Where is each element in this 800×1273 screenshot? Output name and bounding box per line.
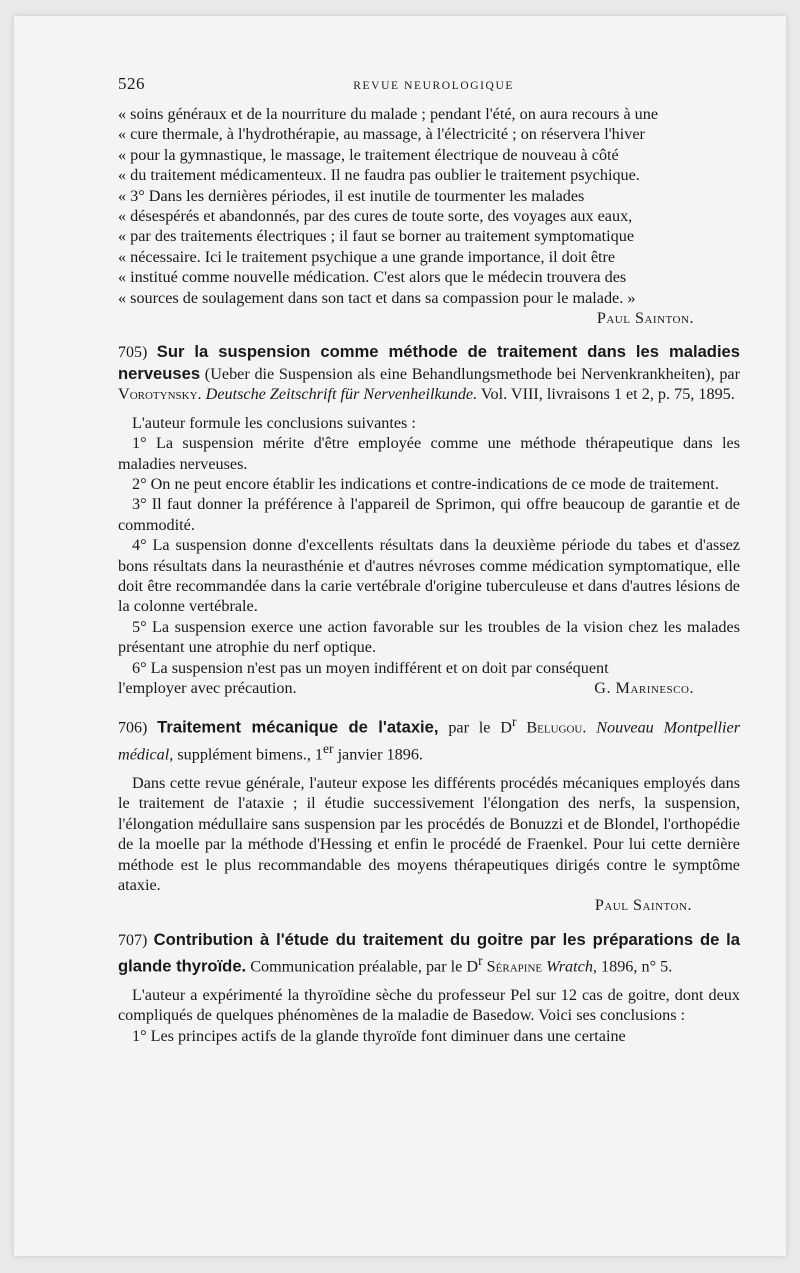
- entry-number: 707): [118, 931, 148, 949]
- paragraph: 1° La suspension mérite d'être employée comme une méthode thérapeutique dans les maladies nerveuses.: [118, 434, 740, 473]
- quote-line: « sources de soulagement dans son tact et dans sa compassion pour le malade. »: [118, 288, 636, 307]
- quotation-block: [118, 104, 740, 308]
- page-header: [118, 74, 740, 104]
- page-content: [118, 74, 740, 1046]
- paragraph: 3° Il faut donner la préférence à l'appareil de Sprimon, qui offre beaucoup de garantie et de commodité.: [118, 495, 740, 534]
- quote-line: « pour la gymnastique, le massage, le traitement électrique de nouveau à côté: [118, 145, 619, 164]
- entry-reference-tail: Vol. VIII, livraisons 1 et 2, p. 75, 1895.: [477, 385, 735, 404]
- entry-heading: [118, 342, 740, 404]
- quote-line: « nécessaire. Ici le traitement psychique a une grande importance, il doit être: [118, 247, 616, 266]
- entry-title: Contribution à l'étude du traitement du goitre par les préparations de la glande thyroïde.: [118, 929, 741, 976]
- paragraph: 6° La suspension n'est pas un moyen indifférent et on doit par conséquent: [132, 658, 609, 677]
- signature: Paul Sainton.: [596, 309, 694, 328]
- entry-journal: Nouveau Montpellier médical,: [118, 718, 741, 764]
- quote-line: « institué comme nouvelle médication. C'est alors que le médecin trouvera des: [118, 268, 627, 287]
- paragraph: 1° Les principes actifs de la glande thyroïde font diminuer dans une certaine: [132, 1026, 626, 1045]
- page-number: 526: [118, 74, 145, 93]
- entry-heading: [118, 930, 740, 977]
- paragraph-tail: l'employer avec précaution.: [118, 678, 297, 697]
- quote-line: « soins généraux et de la nourriture du malade ; pendant l'été, on aura recours à une: [118, 105, 659, 123]
- superscript: r: [478, 953, 483, 969]
- entry-title: Traitement mécanique de l'ataxie,: [157, 717, 439, 737]
- entry-reference: Communication préalable, par le D: [246, 957, 479, 976]
- entry-author: Vorotynsky.: [118, 385, 202, 404]
- paragraph: 5° La suspension exerce une action favorable sur les troubles de la vision chez les malades présentant une atrophie du nerf optique.: [118, 617, 740, 657]
- signature: G. Marinesco.: [594, 678, 694, 697]
- entry-reference-tail: 1896, n° 5.: [596, 957, 673, 976]
- superscript: r: [512, 714, 517, 730]
- entry-heading: [118, 712, 740, 765]
- entry-reference: (Ueber die Suspension als eine Behandlungsmethode bei Nervenkrankheiten), par: [200, 364, 740, 383]
- paragraph: 4° La suspension donne d'excellents résultats dans la deuxième période du tabes et d'assez bons résultats dans la neurasthénie et d'autres névroses comme médication symptomatique, elle doit être recommandée dans la carie vertébrale d'origine tuberculeuse et dans d'autres lésions de la colonne vertébrale.: [118, 536, 740, 616]
- quote-line: « du traitement médicamenteux. Il ne faudra pas oublier le traitement psychique.: [118, 166, 640, 185]
- closing-line: [118, 678, 740, 698]
- signature: Paul Sainton.: [594, 896, 692, 915]
- entry-705: [118, 342, 740, 698]
- paragraph: L'auteur a expérimenté la thyroïdine sèche du professeur Pel sur 12 cas de goitre, dont deux compliqués de quelques phénomènes de la maladie de Basedow. Voici ses conclusions :: [118, 986, 740, 1025]
- entry-706: [118, 712, 740, 915]
- entry-author: Belugou.: [516, 718, 587, 737]
- quote-line: « désespérés et abandonnés, par des cures de toute sorte, des voyages aux eaux,: [118, 207, 633, 226]
- entry-title: Sur la suspension comme méthode de traitement dans les maladies nerveuses: [118, 342, 741, 383]
- superscript: er: [323, 741, 334, 757]
- paragraph: 2° On ne peut encore établir les indications et contre-indications de ce mode de traitement.: [132, 474, 719, 493]
- quote-line: « cure thermale, à l'hydrothérapie, au massage, à l'électricité ; on réservera l'hiver: [118, 125, 645, 144]
- entry-author: Sérapine: [482, 957, 543, 976]
- entry-journal: Wratch,: [542, 957, 597, 976]
- entry-number: 705): [118, 344, 148, 362]
- paragraph: Dans cette revue générale, l'auteur expose les différents procédés mécaniques employés dans le traitement de l'ataxie ; il étudie successivement l'élongation des nerfs, la suspension, l'élongation médullaire sans suspension par les procédés de Bonuzzi et de Blondel, l'orthopédie de la moelle par la méthode d'Hessing et enfin le procédé de Fraenkel. Pour lui cette dernière méthode est le plus recommandable des moyens thérapeutiques dirigés contre le symptôme ataxie.: [118, 773, 740, 894]
- entry-number: 706): [118, 719, 148, 737]
- quote-line: « 3° Dans les dernières périodes, il est inutile de tourmenter les malades: [118, 186, 585, 205]
- entry-reference: par le D: [438, 718, 513, 737]
- entry-reference-date: janvier 1896.: [333, 745, 423, 764]
- entry-journal: Deutsche Zeitschrift für Nervenheilkunde.: [201, 385, 478, 404]
- running-title: REVUE NEUROLOGIQUE: [353, 80, 514, 92]
- paragraph: L'auteur formule les conclusions suivantes :: [132, 413, 416, 432]
- page-sheet: [14, 16, 786, 1256]
- entry-707: [118, 930, 740, 1046]
- quote-line: « par des traitements électriques ; il faut se borner au traitement symptomatique: [118, 227, 635, 246]
- entry-reference-tail: supplément bimens., 1: [173, 745, 324, 764]
